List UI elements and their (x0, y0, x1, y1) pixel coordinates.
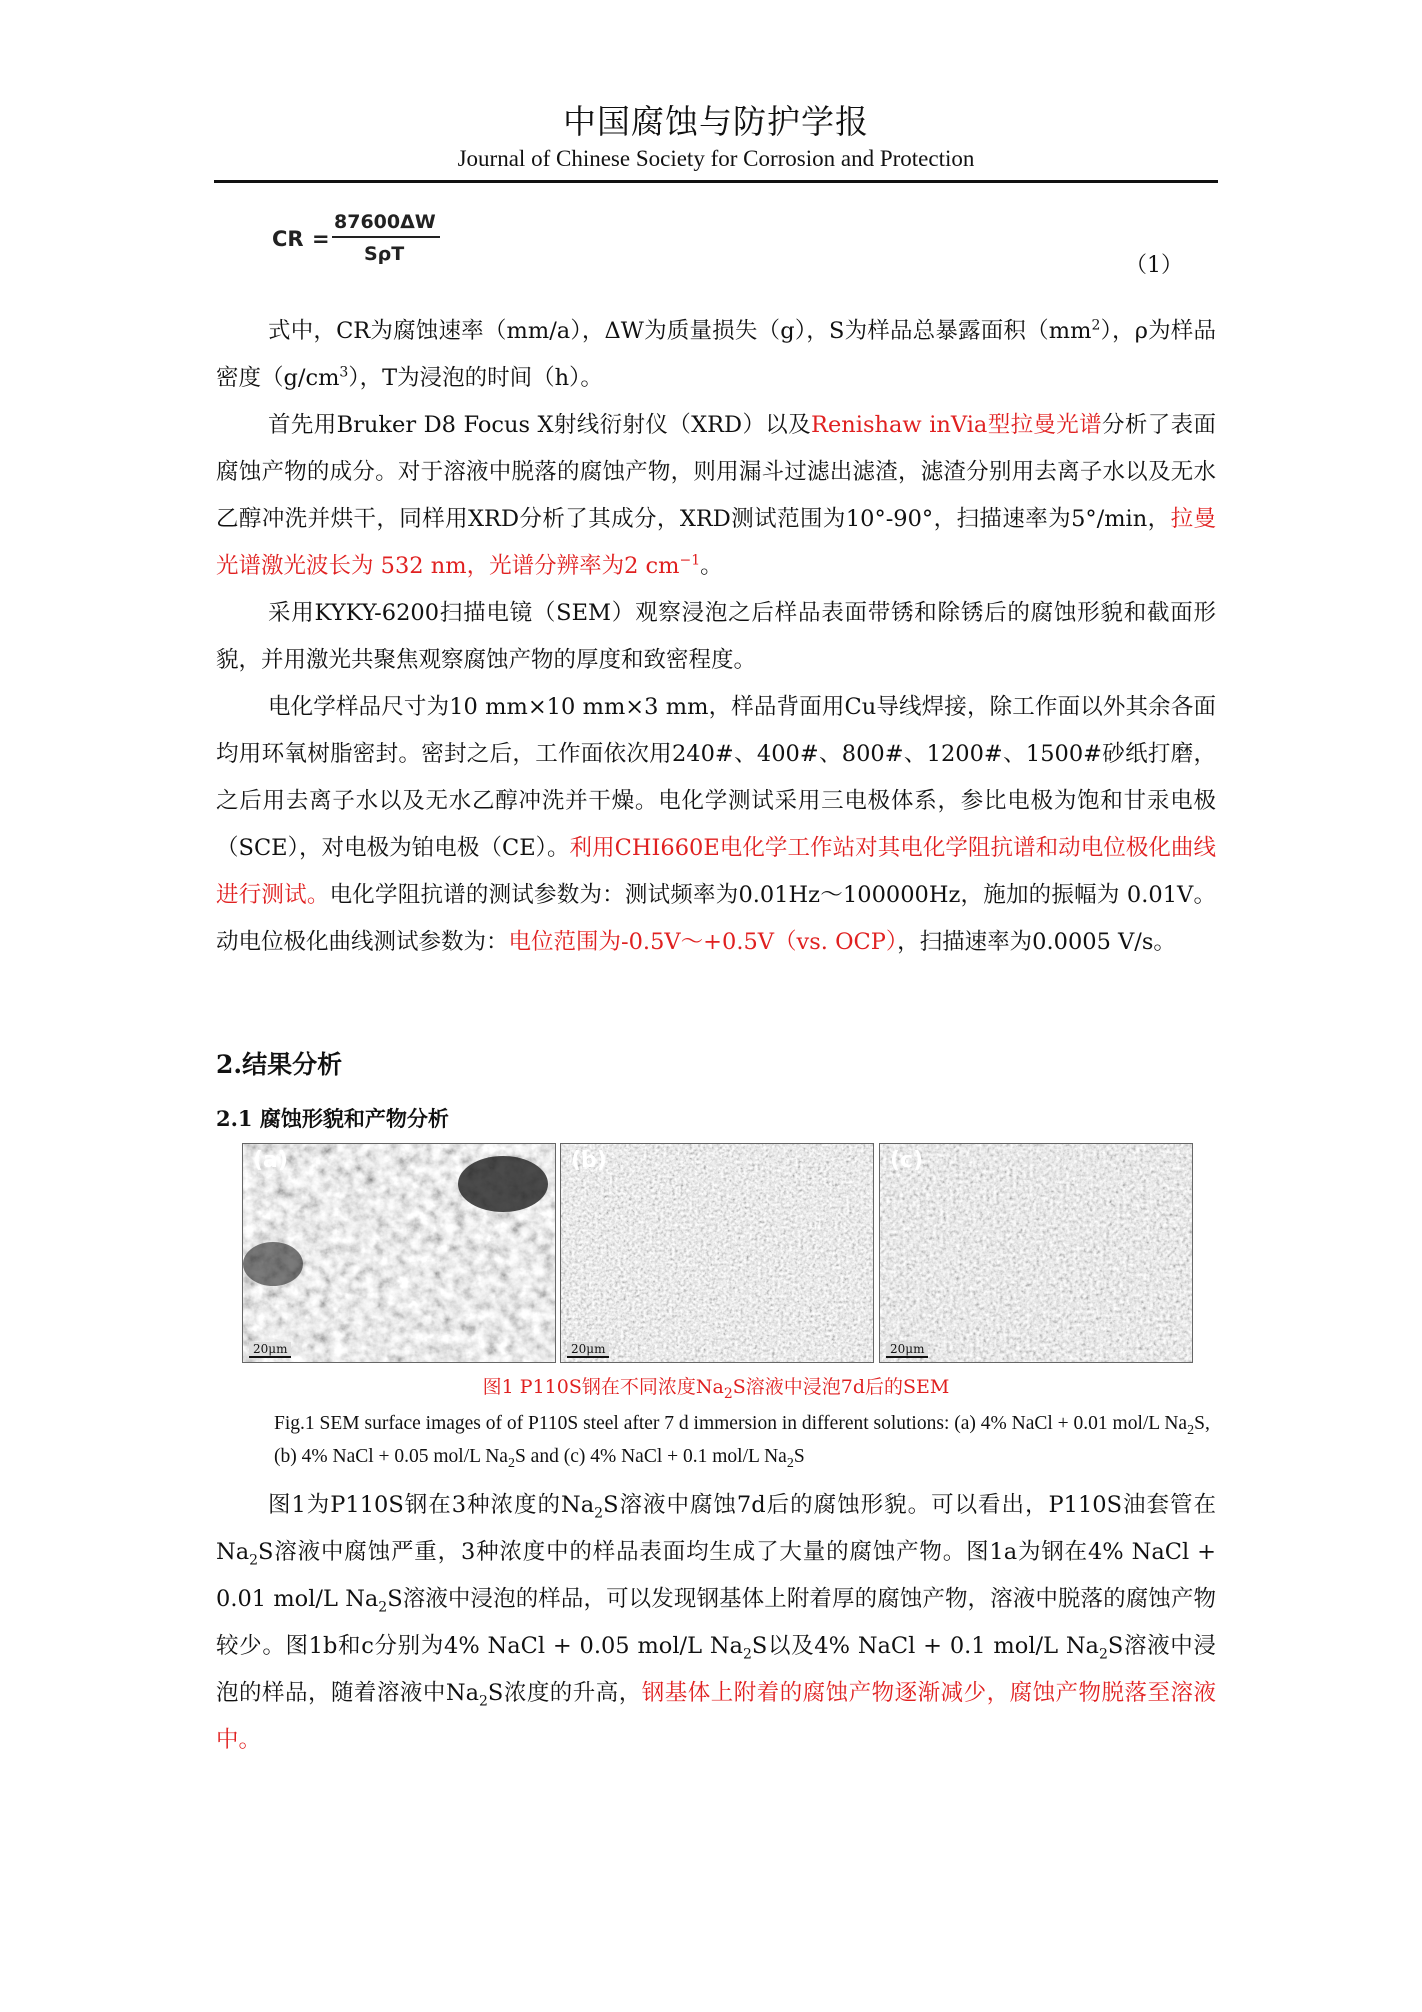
figure-1 (242, 1143, 1192, 1361)
sem-image-b (560, 1143, 874, 1363)
paragraph-4: 电化学样品尺寸为10 mm×10 mm×3 mm，样品背面用Cu导线焊接，除工作面以外其余各面均用环氧树脂密封。密封之后，工作面依次用240#、400#、800#、1200#、1500#砂纸打磨，之后用去离子水以及无水乙醇冲洗并干燥。电化学测试采用三电极体系，参比电极为饱和甘汞电极（SCE），对电极为铂电极（CE）。利用CHI660E电化学工作站对其电化学阻抗谱和动电位极化曲线进行测试。电化学阻抗谱的测试参数为：测试频率为0.01Hz～100000Hz，施加的振幅为 0.01V。动电位极化曲线测试参数为：电位范围为-0.5V～+0.5V（vs. OCP），扫描速率为0.0005 V/s。 (216, 694, 1216, 955)
journal-header (214, 100, 1218, 174)
sem-image-a (242, 1143, 556, 1363)
scale-bar-a: 20μm (249, 1342, 291, 1358)
figure-caption-cn: 图1 P110S钢在不同浓度$Na_2S$溶液中浸泡7d后的SEM (482, 1376, 950, 1402)
formula-equals: = (312, 227, 330, 251)
sem-texture-b (561, 1144, 873, 1362)
scale-bar-c: 20μm (886, 1342, 928, 1358)
journal-title-en: Journal of Chinese Society for Corrosion and Protection (457, 146, 975, 171)
paragraph-3: 采用KYKY-6200扫描电镜（SEM）观察浸泡之后样品表面带锈和除锈后的腐蚀形貌和截面形貌，并用激光共聚焦观察腐蚀产物的厚度和致密程度。 (216, 600, 1216, 673)
panel-label-a: (a) (253, 1148, 288, 1173)
sem-texture-c (880, 1144, 1192, 1362)
equation-number: （1） (1125, 253, 1183, 278)
sem-texture-a (243, 1144, 555, 1362)
sem-image-c (879, 1143, 1193, 1363)
formula-numerator: 87600ΔW (334, 211, 436, 233)
panel-label-b: (b) (571, 1148, 607, 1173)
header-rule (214, 180, 1218, 183)
paragraph-1: 式中，CR为腐蚀速率（mm/a），ΔW为质量损失（g），S为样品总暴露面积$(mm^2)$，ρ为样品密度$(g/cm^3)$，T为浸泡的时间（h）。 (216, 317, 1216, 391)
formula-denominator: SρT (364, 243, 405, 265)
equation-1 (272, 204, 452, 268)
panel-label-c: (c) (890, 1148, 924, 1173)
body-text-top (216, 308, 1216, 966)
section-2-1-heading: 2.1 腐蚀形貌和产物分析 (216, 1106, 449, 1131)
journal-title-cn: 中国腐蚀与防护学报 (563, 102, 869, 141)
figure-caption-en: Fig.1 SEM surface images of of P110S steel after 7 d immersion in different solutions: (a) 4% NaCl + 0.01 mol/L $Na_2S$, (b) 4% NaCl + 0.05 mol/L $Na_2S$ and (c) 4% NaCl + 0.1 mol/L $Na_2S$ (274, 1413, 1210, 1471)
section-2-heading: 2.结果分析 (216, 1050, 343, 1079)
body-text-bottom (216, 1482, 1216, 1764)
scale-bar-b: 20μm (567, 1342, 609, 1358)
paragraph-5: 图1为P110S钢在3种浓度的$Na_2S$溶液中腐蚀7d后的腐蚀形貌。可以看出，P110S油套管在$Na_2S$溶液中腐蚀严重，3种浓度中的样品表面均生成了大量的腐蚀产物。图1a为钢在4% NaCl + 0.01 mol/L $Na_2S$溶液中浸泡的样品，可以发现钢基体上附着厚的腐蚀产物，溶液中脱落的腐蚀产物较少。图1b和c分别为4% NaCl + 0.05 mol/L $Na_2S$以及4% NaCl + 0.1 mol/L $Na_2S$溶液中浸泡的样品，随着溶液中$Na_2S$浓度的升高，钢基体上附着的腐蚀产物逐渐减少，腐蚀产物脱落至溶液中。 (216, 1492, 1216, 1753)
formula-lhs: CR (272, 227, 304, 251)
paragraph-2: 首先用Bruker D8 Focus X射线衍射仪（XRD）以及Renishaw inVia型拉曼光谱分析了表面腐蚀产物的成分。对于溶液中脱落的腐蚀产物，则用漏斗过滤出滤渣，滤渣分别用去离子水以及无水乙醇冲洗并烘干，同样用XRD分析了其成分，XRD测试范围为10°-90°，扫描速率为5°/min，拉曼光谱激光波长为 532 nm，光谱分辨率为2 $cm^{-1}$。 (216, 412, 1216, 579)
